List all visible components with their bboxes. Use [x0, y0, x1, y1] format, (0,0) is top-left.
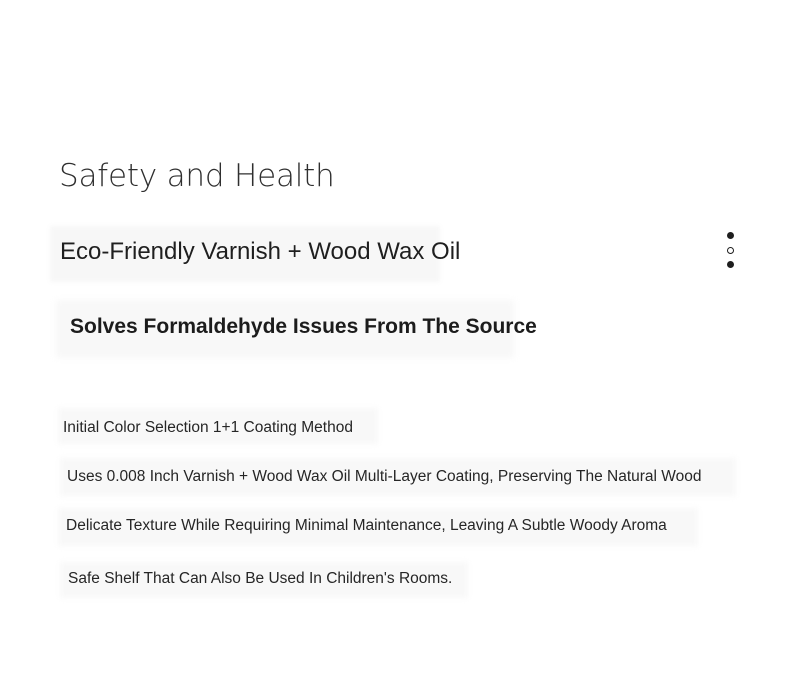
section-title: Safety and Health	[59, 158, 335, 194]
product-subheadline: Solves Formaldehyde Issues From The Source	[70, 315, 537, 338]
description-line: Safe Shelf That Can Also Be Used In Children's Rooms.	[68, 570, 453, 587]
description-line: Uses 0.008 Inch Varnish + Wood Wax Oil Multi-Layer Coating, Preserving The Natural Wood	[67, 468, 702, 485]
carousel-dot-3[interactable]	[727, 261, 734, 268]
description-line: Initial Color Selection 1+1 Coating Method	[63, 419, 353, 436]
description-line: Delicate Texture While Requiring Minimal Maintenance, Leaving A Subtle Woody Aroma	[66, 517, 667, 534]
carousel-dot-1[interactable]	[727, 232, 734, 239]
carousel-dot-2-active[interactable]	[727, 247, 734, 254]
carousel-pagination[interactable]	[724, 231, 738, 271]
product-headline: Eco-Friendly Varnish + Wood Wax Oil	[60, 238, 461, 265]
